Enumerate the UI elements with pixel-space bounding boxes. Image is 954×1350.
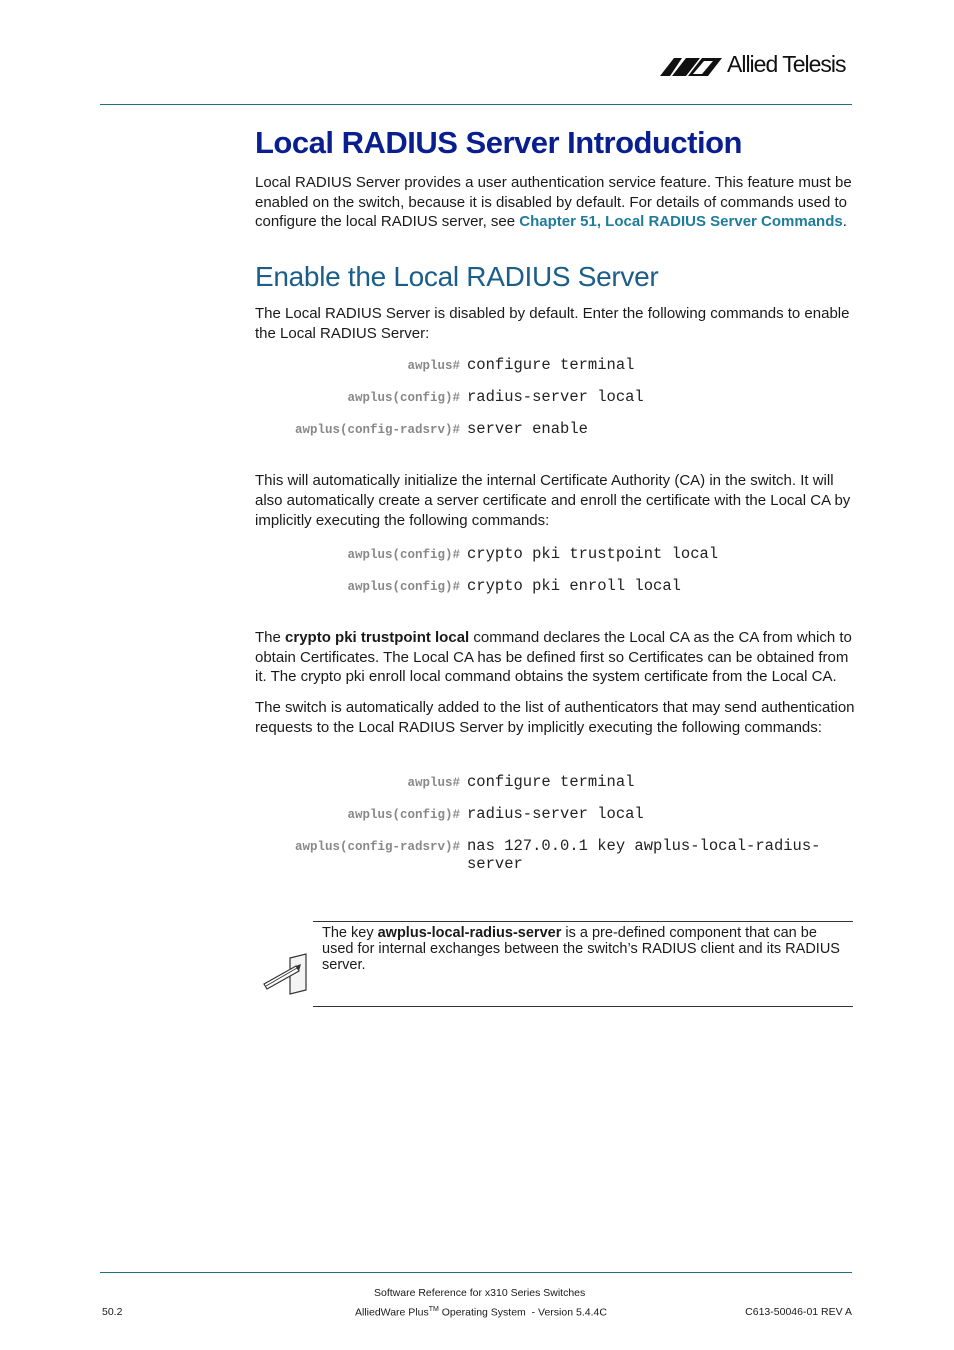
footer-version: Operating System - Version 5.4.4C: [438, 1306, 607, 1319]
note-top-rule: [313, 921, 853, 922]
command-prompt: awplus(config-radsrv)#: [294, 423, 460, 437]
command-text: crypto pki enroll local: [467, 577, 681, 595]
trustpoint-paragraph: [255, 628, 855, 687]
command-row: [200, 388, 860, 408]
command-text: nas 127.0.0.1 key awplus-local-radius-server: [467, 837, 821, 873]
trademark: TM: [428, 1306, 439, 1313]
intro-text: Local RADIUS Server provides a user authentication service feature. This feature must be enabled on the switch, because it is disabled by default. For details of commands used to configure the local RADIUS server, see: [255, 174, 852, 230]
command-prompt: awplus#: [407, 776, 460, 790]
page-title: Local RADIUS Server Introduction: [255, 125, 742, 160]
command-row: [200, 420, 860, 440]
command-prompt: awplus(config)#: [347, 548, 460, 562]
footer-product: AlliedWare Plus: [355, 1306, 429, 1319]
command-prompt: awplus(config)#: [347, 391, 460, 405]
command-prompt: awplus(config-radsrv)#: [294, 840, 460, 854]
command-prompt: awplus(config)#: [347, 808, 460, 822]
command-row: [200, 805, 860, 825]
company-logo: [660, 50, 854, 80]
enable-paragraph: The Local RADIUS Server is disabled by default. Enter the following commands to enable the Local RADIUS Server:: [255, 305, 850, 342]
pen-note-icon: [262, 952, 308, 996]
document-id: C613-50046-01 REV A: [745, 1306, 852, 1318]
footer-os-version: [355, 1306, 607, 1319]
command-row: [200, 577, 860, 597]
command-text: server enable: [467, 420, 588, 438]
command-row: [200, 837, 860, 877]
intro-paragraph: [255, 173, 855, 232]
header-rule: [100, 104, 852, 105]
command-text: crypto pki trustpoint local: [467, 545, 719, 563]
allied-telesis-logo-icon: [660, 54, 724, 80]
command-row: [200, 545, 860, 565]
command-prompt: awplus(config)#: [347, 580, 460, 594]
trustpoint-post: command declares the Local CA as the CA from which to obtain Certificates. The Local CA has be defined first so Certificates can be obtained from it. The crypto pki enroll local command obtains the system certificate from the Local CA.: [255, 629, 852, 685]
ca-paragraph: This will automatically initialize the internal Certificate Authority (CA) in the switch. It will also automatically create a server certificate and enroll the certificate with the Local CA by implicitly executing the following commands:: [255, 472, 851, 529]
note-post: is a pre-defined component that can be used for internal exchanges between the switch’s RADIUS client and its RADIUS server.: [322, 925, 840, 973]
note-bottom-rule: [313, 1006, 853, 1007]
trustpoint-bold: crypto pki trustpoint local: [285, 629, 470, 646]
note-bold: awplus-local-radius-server: [377, 925, 562, 941]
footer-rule: [100, 1272, 852, 1273]
logo-text: Allied Telesis: [727, 51, 846, 77]
command-row: [200, 773, 860, 793]
command-row: [200, 356, 860, 376]
page-number: 50.2: [102, 1306, 123, 1318]
intro-tail: .: [842, 213, 847, 230]
command-text: configure terminal: [467, 356, 635, 374]
note-text: [322, 925, 852, 973]
command-prompt: awplus#: [407, 359, 460, 373]
authenticators-paragraph: The switch is automatically added to the list of authenticators that may send authentication requests to the Local RADIUS Server by implicitly executing the following commands:: [255, 699, 855, 736]
section-heading: Enable the Local RADIUS Server: [255, 261, 659, 292]
command-text: radius-server local: [467, 805, 644, 823]
note-pre: The key: [322, 925, 378, 941]
command-text: radius-server local: [467, 388, 644, 406]
trustpoint-pre: The: [255, 629, 286, 646]
command-text: configure terminal: [467, 773, 635, 791]
footer-title: Software Reference for x310 Series Switches: [374, 1287, 586, 1299]
chapter-link[interactable]: Chapter 51, Local RADIUS Server Commands: [519, 213, 843, 230]
